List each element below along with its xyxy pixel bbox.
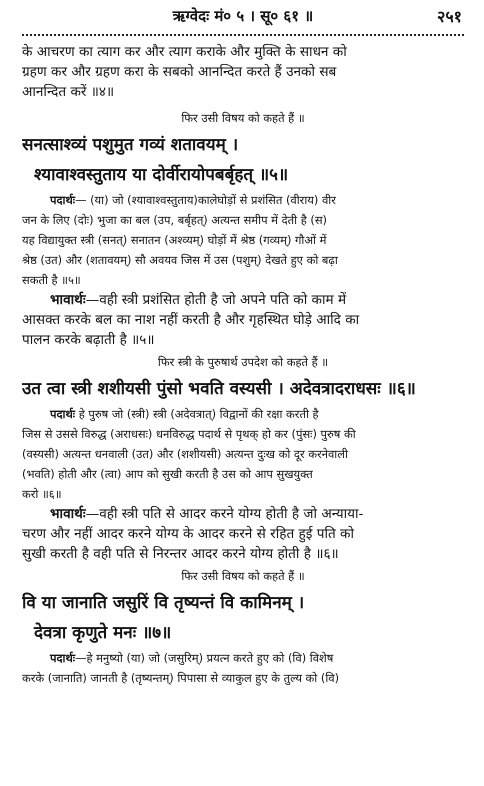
intro-line: के आचरण का त्याग कर और त्याग कराके और मुक्ति के साधन को [22,44,347,60]
padartha-line: (वस्यसी) अत्यन्त धनवाली (उत) और (शशीयसी) अत्यन्त दुःख को दूर करनेवाली [22,447,348,461]
bhavartha-label: भावार्थः [50,506,86,522]
padartha-label: पदार्थः [50,193,76,207]
bhavartha-label: भावार्थः [50,292,86,308]
padartha-line: सकती है ॥५॥ [22,273,81,287]
intro-line: ग्रहण कर और ग्रहण करा के सबको आनन्दित करते हैं उनको सब [22,64,337,80]
bhavartha-line: भावार्थः—वही स्त्री प्रशंसित होती है जो अपने पति को काम में [50,292,347,308]
bhavartha-line: सुखी करती है वही पति से निरन्तर आदर करने योग्य होती है ॥६॥ [22,546,339,562]
padartha-line: (भवति) होती और (त्वा) आप को सुखी करती है उस को आप सुखयुक्त [22,467,313,481]
section-heading: फिर उसी विषय को कहते हैं ॥ [181,569,305,583]
bhavartha-line: आसक्त करके बल का नाश नहीं करती है और गृहस्थित घोड़े आदि का [22,312,360,328]
padartha-label: पदार्थः [50,651,76,665]
padartha-line: पदार्थः हे पुरुष जो (स्त्री) स्त्री (अदेवत्रात्) विद्वानों की रक्षा करती है [50,407,319,421]
verse-line: वि या जानाति जसुरिं वि तृष्यन्तं वि कामिनम् । [22,593,305,613]
section-heading: फिर उसी विषय को कहते हैं ॥ [181,111,305,125]
intro-line: आनन्दित करें ॥४॥ [22,84,115,100]
padartha-line: श्रेष्ठ (उत) और (शतावयम्) सौ अवयव जिस में उस (पशुम्) देखते हुए को बढ़ा [22,253,338,267]
padartha-line: यह विद्यायुक्त स्त्री (सनत्) सनातन (अश्व्यम्) घोड़ों में श्रेष्ठ (गव्यम्) गौओं में [22,233,327,247]
verse-line: उत त्वा स्त्री शशीयसी पुंसो भवति वस्यसी । अदेवत्रादराधसः ॥६॥ [22,379,416,399]
verse-line: देवत्रा कृणुते मनः ॥७॥ [34,623,172,643]
padartha-line: पदार्थः— (या) जो (श्यावाश्वस्तुताय)कालेघोड़ों से प्रशंसित (वीराय) वीर [50,193,336,207]
padartha-line: करो ॥६॥ [22,487,62,501]
padartha-line: करके (जानाति) जानती है (तृष्यन्तम्) पिपासा से व्याकुल हुए के तुल्य को (वि) [22,671,340,685]
verse-line: श्यावाश्वस्तुताय या दोर्वीरायोपबर्बृहत् ॥५॥ [34,165,289,185]
page-number: २५१ [437,7,462,26]
bhavartha-line: भावार्थः—वही स्त्री पति से आदर करने योग्य होती है जो अन्याया- [50,506,364,522]
padartha-line: जन के लिए (दोः) भुजा का बल (उप, बर्बृहत्) अत्यन्त समीप में देती है (स) [22,213,327,227]
verse-line: सनत्साश्व्यं पशुमुत गव्यं शतावयम् । [22,135,239,155]
padartha-line: जिस से उससे विरुद्ध (अराधसः) धनविरुद्ध पदार्थ से पृथक् हो कर (पुंसः) पुरुष की [22,427,356,441]
section-heading: फिर स्त्री के पुरुषार्थ उपदेश को कहते हैं ॥ [157,355,329,369]
header-rule [22,34,464,36]
bhavartha-line: पालन करके बढ़ाती है ॥५॥ [22,332,155,348]
page-header [22,0,464,34]
bhavartha-line: चरण और नहीं आदर करने योग्य के आदर करने से रहित हुई पति को [22,526,355,542]
padartha-line: पदार्थः—हे मनुष्यो (या) जो (जसुरिम्) प्रयत्न करते हुए को (वि) विशेष [50,651,334,665]
padartha-label: पदार्थः [50,407,76,421]
running-title: ऋग्वेदः मं० ५ । सू० ६१ ॥ [172,7,314,25]
